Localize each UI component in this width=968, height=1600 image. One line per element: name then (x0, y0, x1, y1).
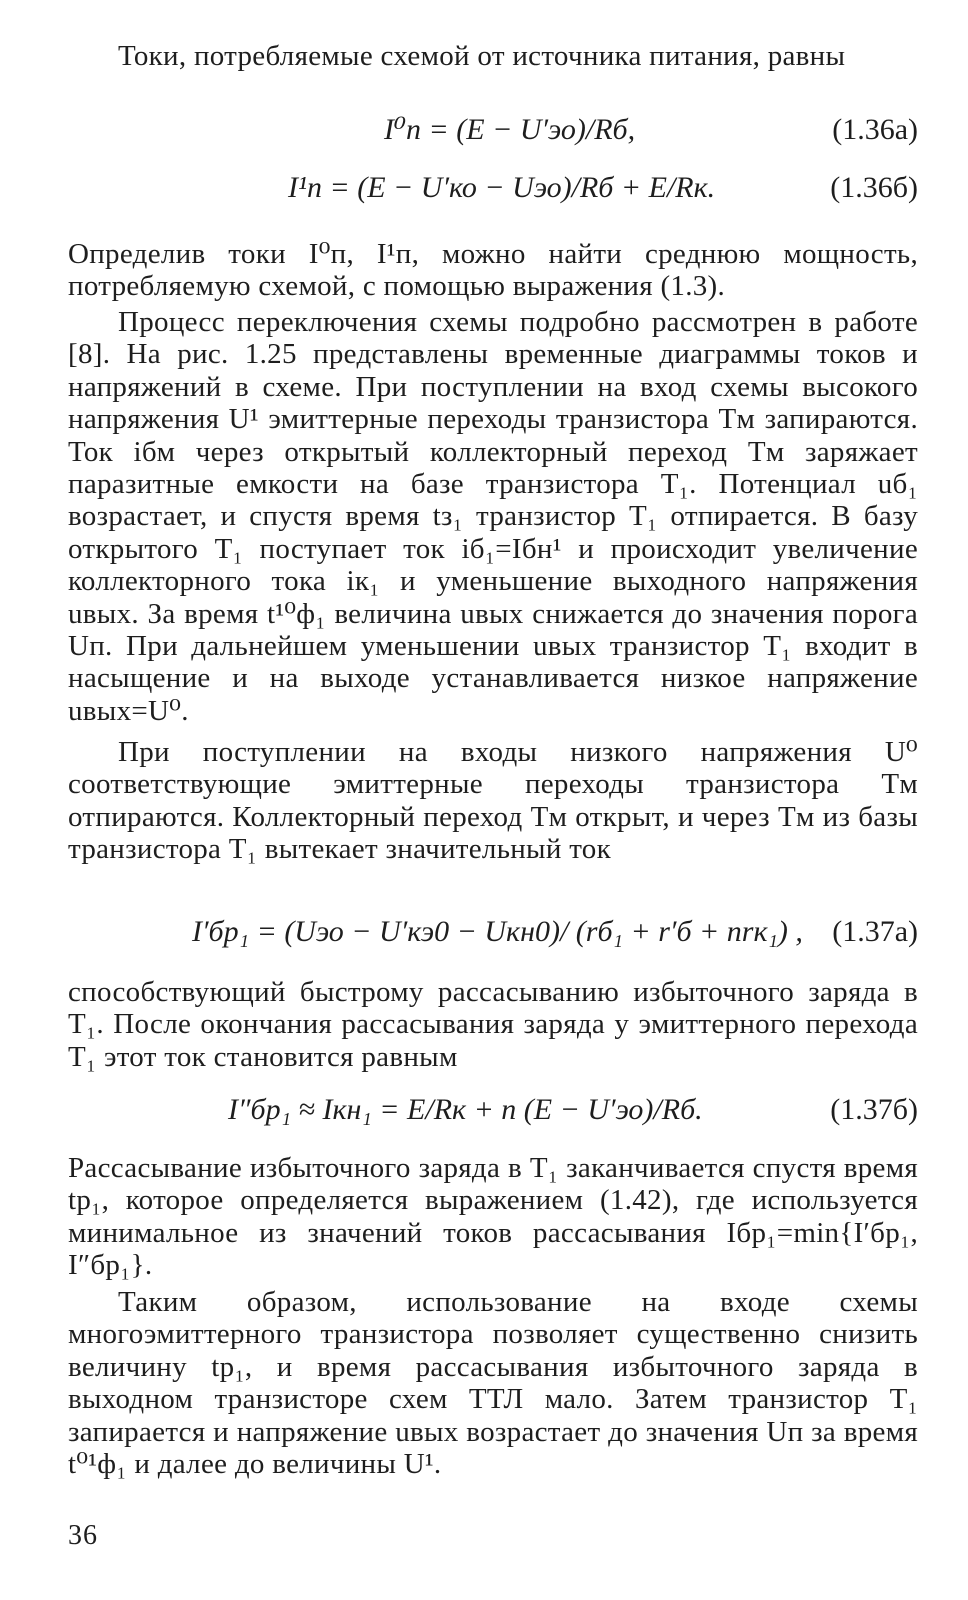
equation-number: (1.36б) (830, 171, 918, 204)
equation-1-36a (68, 110, 918, 150)
equation-number: (1.37б) (830, 1093, 918, 1126)
equation-number: (1.37а) (832, 915, 918, 948)
equation-formula: I¹п = (E − U′ко − Uэо)/Rб + E/Rк. (288, 171, 716, 204)
paragraph-switching: Процесс переключения схемы подробно рассмотрен в работе [8]. На рис. 1.25 представлены временные диаграммы токов и напряжений в схеме. При поступлении на вход схемы высокого напряжения U¹ эмиттерные переходы транзистора Tм запираются. Ток iбм через открытый коллекторный переход Tм заряжает паразитные емкости на базе транзистора T₁. Потенциал uб₁ возрастает, и спустя время tз₁ транзистор T₁ отпирается. В базу открытого T₁ поступает ток iб₁=Iбн¹ и происходит увеличение коллекторного тока iк₁ и уменьшение выходного напряжения uвых. За время t¹⁰ф₁ величина uвых снижается до значения порога Uп. При дальнейшем уменьшении uвых транзистор T₁ входит в насыщение и на выходе устанавливается низкое напряжение uвых=U⁰. (68, 306, 918, 727)
equation-1-37a (68, 912, 918, 952)
equation-1-37b (68, 1090, 918, 1130)
paragraph-intro: Токи, потребляемые схемой от источника питания, равны (118, 40, 846, 72)
equation-formula: I⁰п = (E − U′эо)/Rб, (384, 113, 636, 146)
equation-formula: I′бр₁ = (Uэо − U′кэ0 − Uкн0)/ (rб₁ + r′б + nrк₁) , (192, 915, 803, 948)
paragraph-conclusion: Таким образом, использование на входе схемы многоэмиттерного транзистора позволяет существенно снизить величину tр₁, и время рассасывания избыточного заряда в выходном транзисторе схем ТТЛ мало. Затем транзистор T₁ запирается и напряжение uвых возрастает до значения Uп за время t⁰¹ф₁ и далее до величины U¹. (68, 1286, 918, 1481)
paragraph-resorption: способствующий быстрому рассасыванию избыточного заряда в T₁. После окончания рассасывания заряда у эмиттерного перехода T₁ этот ток становится равным (68, 976, 918, 1073)
equation-formula: I″бр₁ ≈ Iкн₁ = E/Rк + n (E − U′эо)/Rб. (228, 1093, 703, 1126)
paragraph-power: Определив токи I⁰п, I¹п, можно найти среднюю мощность, потребляемую схемой, с помощью выражения (1.3). (68, 238, 918, 303)
paragraph-resorption-end: Рассасывание избыточного заряда в T₁ заканчивается спустя время tр₁, которое определяется выражением (1.42), где используется минимальное из значений токов рассасывания Iбр₁=min{I′бр₁, I″бр₁}. (68, 1152, 918, 1282)
paragraph-low-input: При поступлении на входы низкого напряжения U⁰ соответствующие эмиттерные переходы транзистора Tм отпираются. Коллекторный переход Tм открыт, и через Tм из базы транзистора T₁ вытекает значительный ток (68, 736, 918, 866)
page-number: 36 (68, 1520, 98, 1551)
equation-1-36b (68, 168, 918, 208)
equation-number: (1.36а) (832, 113, 918, 146)
